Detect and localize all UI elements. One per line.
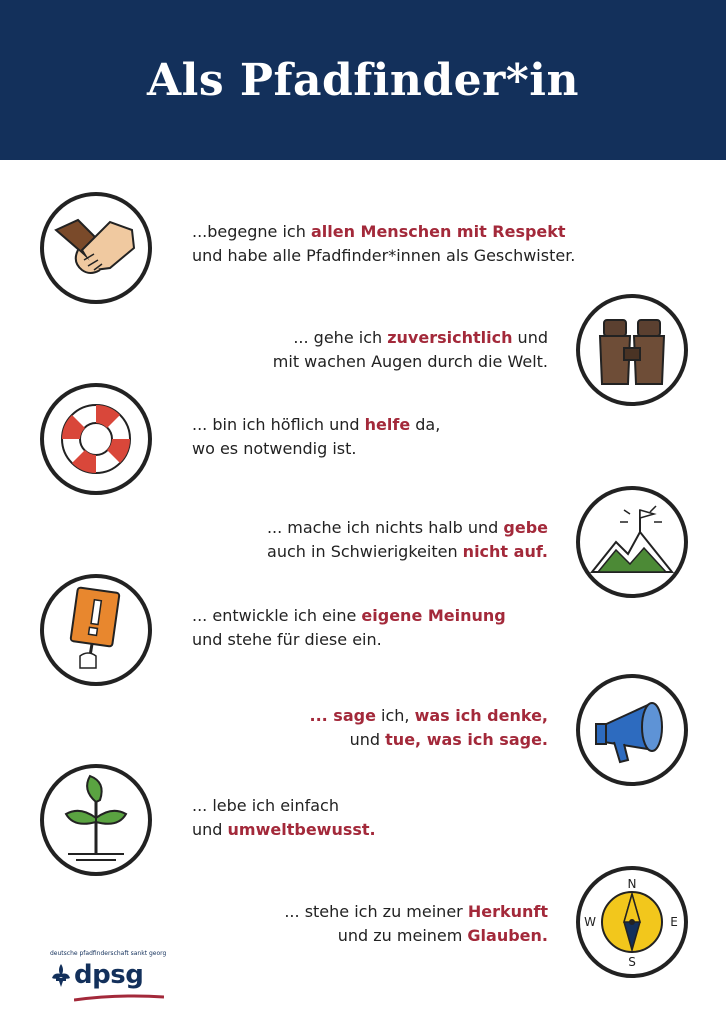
- item-line-1: [192, 220, 575, 244]
- plain-text: ich,: [375, 706, 415, 725]
- highlighted-text: ... sage: [309, 706, 376, 725]
- item-line-1: [192, 604, 506, 628]
- plain-text: und: [512, 328, 548, 347]
- item-line-1: [192, 794, 376, 818]
- highlighted-text: zuversichtlich: [387, 328, 513, 347]
- item-line-1: [267, 516, 548, 540]
- item-line-1: [273, 326, 548, 350]
- highlighted-text: tue, was ich sage.: [385, 730, 548, 749]
- item-text: [273, 326, 548, 374]
- compass-icon: [574, 864, 690, 980]
- plain-text: und stehe für diese ein.: [192, 630, 382, 649]
- logo-underline: [74, 994, 164, 1002]
- item-line-2: [273, 350, 548, 374]
- item-line-2: [309, 728, 548, 752]
- item-text: [284, 900, 548, 948]
- header-banner: [0, 0, 726, 160]
- compass-west-letter: W: [584, 915, 596, 929]
- item-text: [192, 604, 506, 652]
- compass-east-letter: E: [670, 915, 678, 929]
- plain-text: ...begegne ich: [192, 222, 311, 241]
- logo-tagline: deutsche pfadfinderschaft sankt georg: [50, 950, 167, 957]
- highlighted-text: nicht auf.: [462, 542, 548, 561]
- item-line-1: [309, 704, 548, 728]
- highlighted-text: gebe: [503, 518, 548, 537]
- plain-text: und habe alle Pfadfinder*innen als Geschwister.: [192, 246, 576, 265]
- item-text: [267, 516, 548, 564]
- item-line-2: [192, 437, 440, 461]
- highlighted-text: allen Menschen mit Respekt: [310, 222, 566, 241]
- item-line-1: [192, 413, 440, 437]
- item-line-2: [267, 540, 548, 564]
- item-line-1: [284, 900, 548, 924]
- item-line-2: [192, 818, 376, 842]
- plain-text: ... lebe ich einfach: [192, 796, 339, 815]
- item-text: [192, 794, 376, 842]
- compass-north-letter: N: [627, 877, 637, 891]
- plain-text: ... bin ich höflich und: [192, 415, 365, 434]
- dpsg-logo: [50, 950, 170, 1010]
- item-text: [192, 220, 575, 268]
- compass-south-letter: S: [628, 955, 636, 969]
- item-text: [309, 704, 548, 752]
- highlighted-text: Herkunft: [467, 902, 548, 921]
- item-line-2: [192, 628, 506, 652]
- item-line-2: [284, 924, 548, 948]
- plain-text: ... entwickle ich eine: [192, 606, 362, 625]
- highlighted-text: Glauben.: [467, 926, 548, 945]
- plain-text: wo es notwendig ist.: [192, 439, 357, 458]
- plain-text: da,: [410, 415, 441, 434]
- page-title: Als Pfadfinder*in: [146, 54, 580, 106]
- highlighted-text: umweltbewusst.: [227, 820, 376, 839]
- plain-text: auch in Schwierigkeiten: [267, 542, 463, 561]
- item-line-2: [192, 244, 575, 268]
- logo-wordmark: dpsg: [74, 960, 144, 990]
- highlighted-text: eigene Meinung: [361, 606, 506, 625]
- plain-text: ... mache ich nichts halb und: [266, 518, 504, 537]
- plain-text: und zu meinem: [337, 926, 468, 945]
- item-text: [192, 413, 440, 461]
- plain-text: mit wachen Augen durch die Welt.: [272, 352, 548, 371]
- plain-text: ... stehe ich zu meiner: [284, 902, 468, 921]
- lily-icon: [50, 962, 72, 988]
- plain-text: und: [349, 730, 386, 749]
- plain-text: ... gehe ich: [293, 328, 388, 347]
- highlighted-text: helfe: [364, 415, 411, 434]
- highlighted-text: was ich denke,: [414, 706, 548, 725]
- plain-text: und: [192, 820, 228, 839]
